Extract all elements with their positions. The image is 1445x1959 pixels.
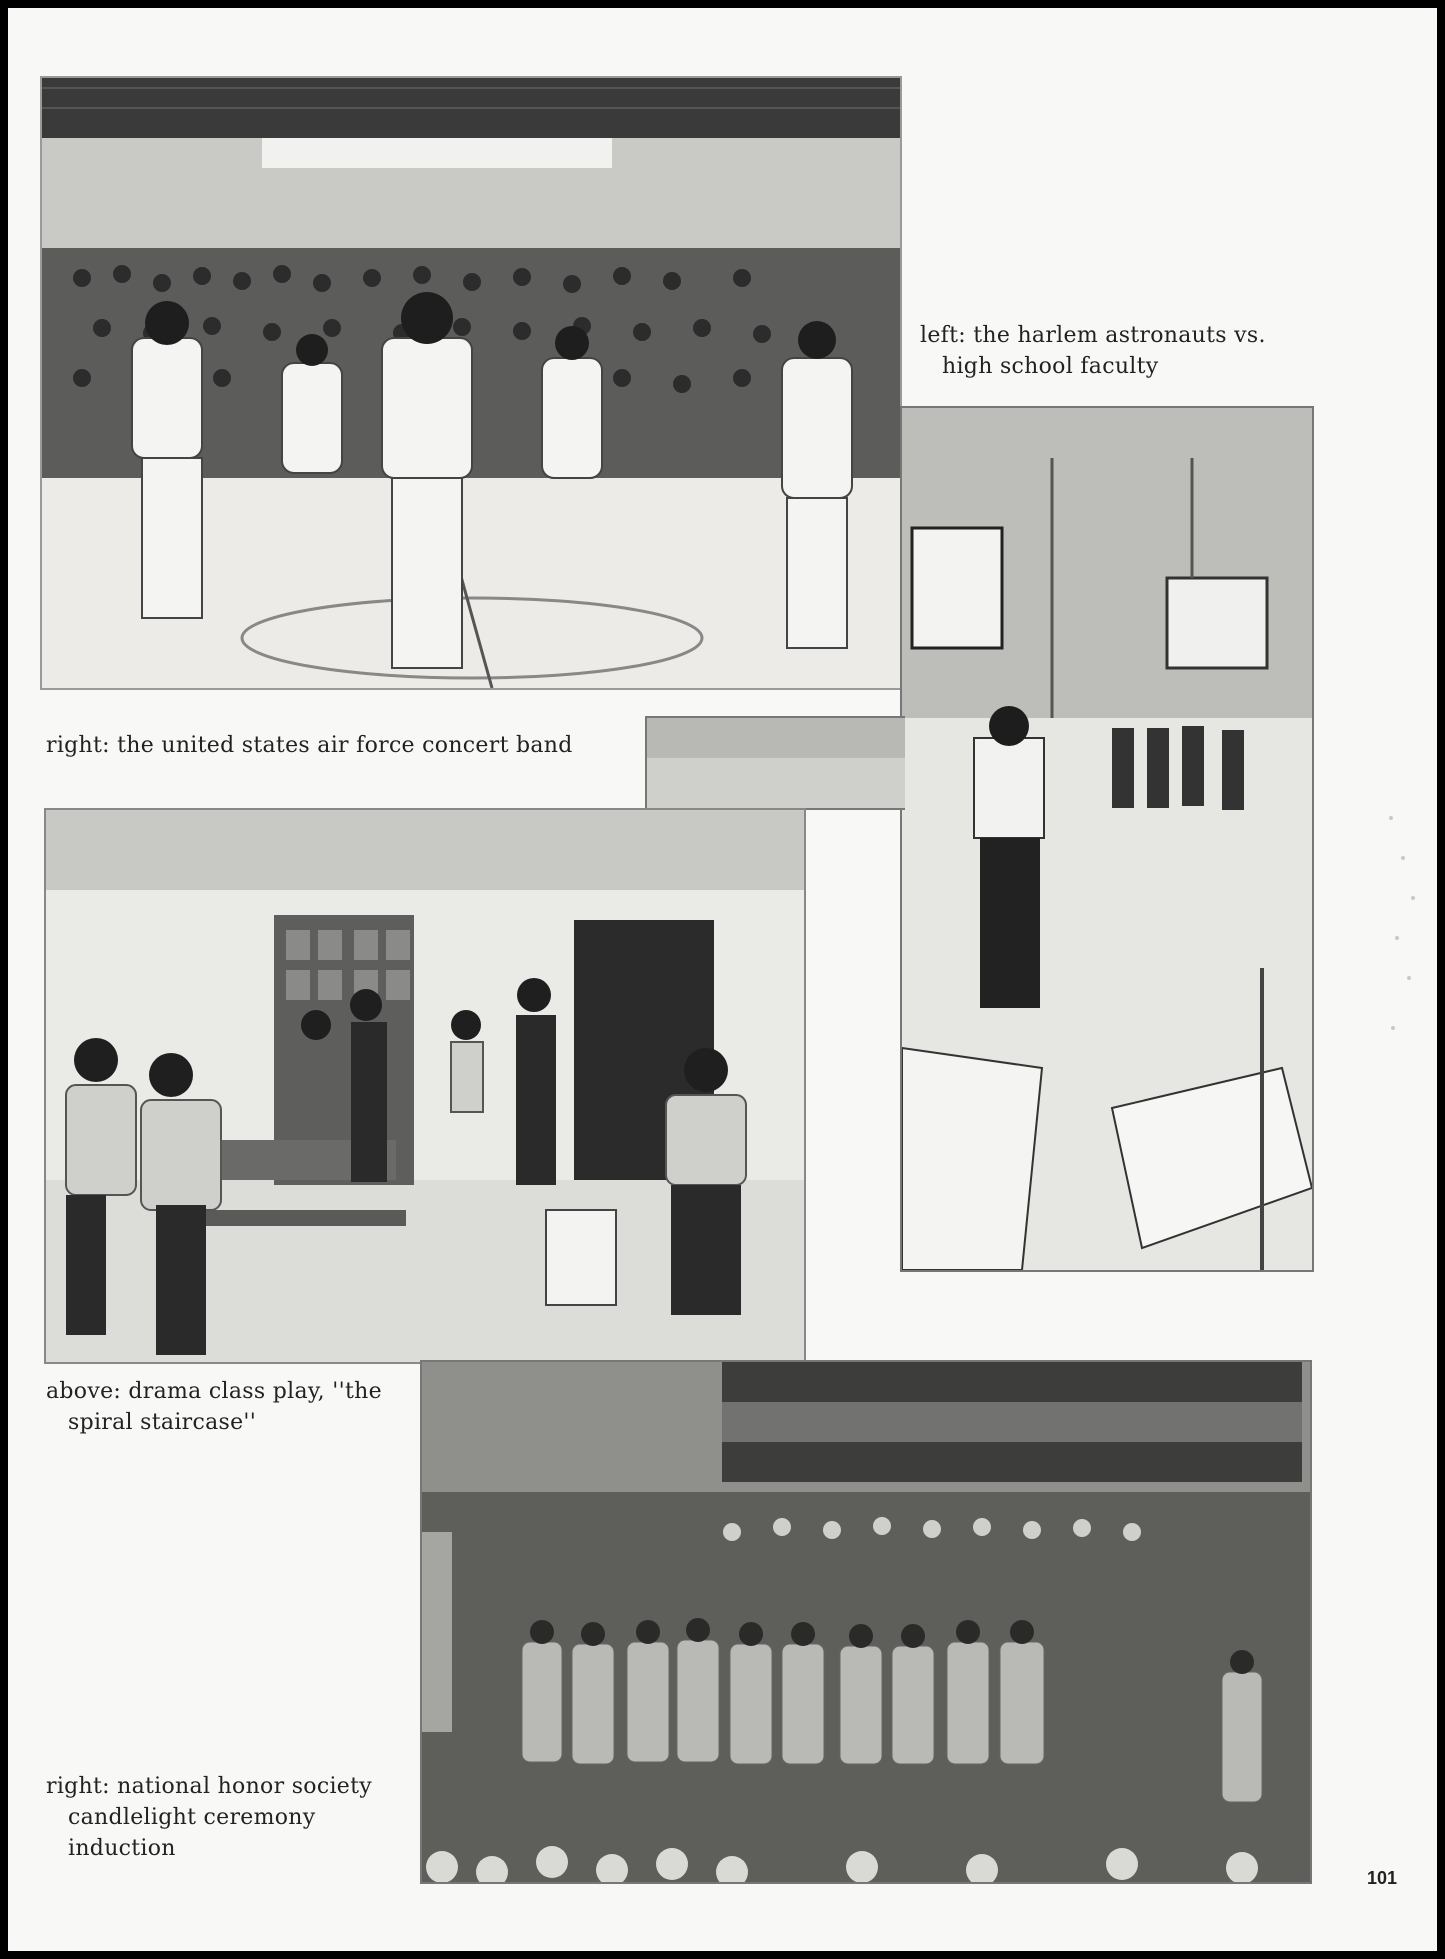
- air-force-band-photo-left-strip: [645, 716, 905, 810]
- drama-caption-line1: above: drama class play, ''the: [46, 1379, 382, 1404]
- honor-caption-line3: induction: [68, 1836, 176, 1861]
- drama-caption: [46, 1376, 382, 1438]
- air-force-band-photo: [900, 406, 1314, 1272]
- harlem-caption-line1: left: the harlem astronauts vs.: [920, 323, 1266, 348]
- page-number: 101: [1366, 1868, 1397, 1888]
- scan-speckle: [1383, 798, 1423, 1058]
- drama-caption-line2: spiral staircase'': [68, 1410, 257, 1435]
- drama-play-photo: [44, 808, 806, 1364]
- honor-caption-line2: candlelight ceremony: [68, 1805, 316, 1830]
- honor-society-photo: [420, 1360, 1312, 1884]
- honor-caption-line1: right: national honor society: [46, 1774, 372, 1799]
- harlem-astronauts-photo: [40, 76, 902, 690]
- honor-caption: [46, 1771, 372, 1864]
- harlem-caption-line2: high school faculty: [942, 354, 1159, 379]
- band-caption: [46, 730, 573, 761]
- yearbook-page: [8, 8, 1437, 1951]
- band-caption-text: right: the united states air force concert band: [46, 733, 573, 758]
- harlem-caption: [920, 320, 1266, 382]
